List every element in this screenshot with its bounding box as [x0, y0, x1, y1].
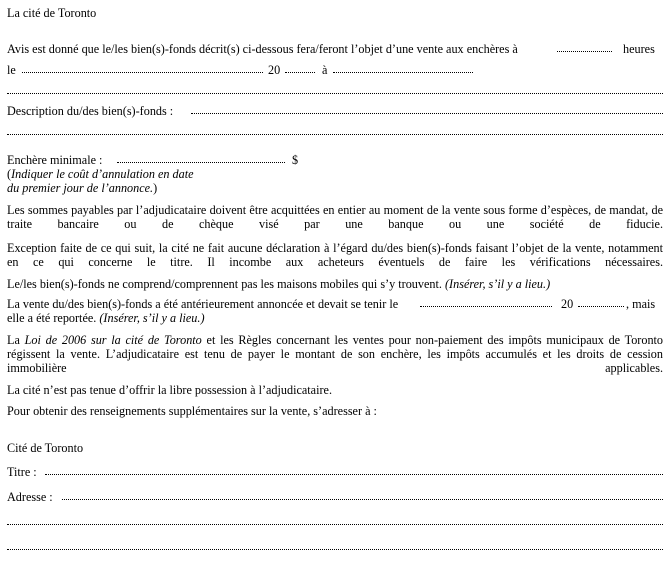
- exception-paragraph: [7, 241, 663, 271]
- notice-line-1: [7, 42, 518, 56]
- date-label: le: [7, 63, 16, 77]
- law-title: Loi de 2006 sur la cité de Toronto: [24, 333, 202, 347]
- prior-sale-note: (Insérer, s’il y a lieu.): [99, 311, 205, 325]
- prior-sale-date-blank[interactable]: [420, 306, 552, 307]
- contact-address-blank-1[interactable]: [62, 499, 663, 500]
- minimum-bid-note-line-1: [7, 167, 194, 181]
- law-pre: La: [7, 333, 20, 347]
- exception-text: Exception faite de ce qui suit, la cité ne fait aucune déclaration à l’égard du/des bien(s)-fonds faisant l’objet de la vente, notamment en ce qui concerne le titre. Il incombe aux acheteurs éventuels de faire les vérifications nécessaires.: [7, 241, 663, 269]
- contact-name: Cité de Toronto: [7, 441, 84, 455]
- contact-address-blank-2[interactable]: [7, 524, 663, 525]
- currency-symbol: $: [292, 153, 299, 167]
- payment-text: Les sommes payables par l’adjudicataire doivent être acquittées en entier au moment de la vente sous forme d’espèces, de mandat, de traite bancaire ou de chèque visé par une banque ou une société de fiducie.: [7, 203, 663, 231]
- prior-sale-line-2: [7, 311, 205, 325]
- sale-year-blank[interactable]: [285, 72, 315, 73]
- note-italic-1: Indiquer le coût d’annulation en date: [11, 167, 194, 181]
- description-blank-1[interactable]: [191, 113, 663, 114]
- mobile-homes-note: (Insérer, s’il y a lieu.): [444, 277, 551, 291]
- location-label: à: [322, 63, 328, 77]
- mobile-homes-text: Le/les bien(s)-fonds ne comprend/comprennent pas les maisons mobiles qui s’y trouvent.: [7, 277, 442, 291]
- law-paragraph: [7, 333, 663, 377]
- note-close-paren: ): [153, 181, 158, 195]
- sale-time-blank[interactable]: [557, 51, 612, 52]
- sale-date-blank[interactable]: [22, 72, 263, 73]
- note-open-paren: (: [7, 167, 12, 181]
- municipality-heading: La cité de Toronto: [7, 6, 97, 20]
- prior-sale-year-blank[interactable]: [578, 306, 624, 307]
- notice-intro-text: Avis est donné que le/les bien(s)-fonds décrit(s) ci-dessous fera/feront l’objet d’une vente aux enchères à: [7, 42, 518, 56]
- location-continuation-blank[interactable]: [7, 93, 663, 94]
- year-prefix: 20: [268, 63, 281, 77]
- prior-sale-postponed-text: elle a été reportée.: [7, 311, 97, 325]
- description-blank-2[interactable]: [7, 134, 663, 135]
- info-paragraph: Pour obtenir des renseignements supplémentaires sur la vente, s’adresser à :: [7, 404, 377, 418]
- mobile-homes-line: [7, 277, 550, 291]
- note-italic-2: du premier jour de l’annonce.: [7, 181, 154, 195]
- minimum-bid-label: Enchère minimale :: [7, 153, 103, 167]
- minimum-bid-blank[interactable]: [117, 162, 285, 163]
- payment-paragraph: [7, 203, 663, 233]
- prior-sale-end: , mais: [626, 297, 656, 311]
- minimum-bid-note-line-2: [7, 181, 157, 195]
- hours-label: heures: [623, 42, 655, 56]
- contact-title-label: Titre :: [7, 465, 37, 479]
- contact-address-blank-3[interactable]: [7, 549, 663, 550]
- sale-location-blank[interactable]: [333, 72, 473, 73]
- possession-paragraph: La cité n’est pas tenue d’offrir la libre possession à l’adjudicataire.: [7, 383, 332, 397]
- prior-sale-text: La vente du/des bien(s)-fonds a été antérieurement annoncée et devait se tenir le: [7, 297, 399, 311]
- description-label: Description du/des bien(s)-fonds :: [7, 104, 174, 118]
- contact-title-blank[interactable]: [45, 474, 663, 475]
- prior-sale-year-prefix: 20: [561, 297, 574, 311]
- contact-address-label: Adresse :: [7, 490, 53, 504]
- law-post: et les Règles concernant les ventes pour non-paiement des impôts municipaux de Toronto régissent la vente. L’adjudicataire est tenu de payer le montant de son enchère, les impôts accumulés et les droits de cession immobilière applicables.: [7, 333, 664, 375]
